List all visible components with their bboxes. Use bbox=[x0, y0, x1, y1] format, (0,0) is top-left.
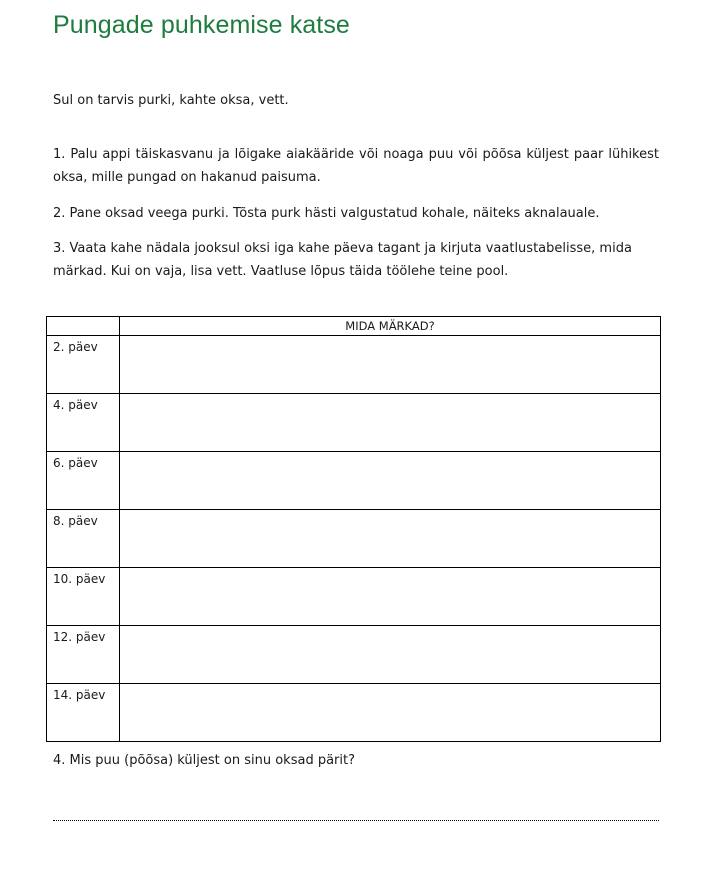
observation-cell[interactable] bbox=[120, 626, 661, 684]
table-row bbox=[47, 510, 661, 568]
observation-column-header: MIDA MÄRKAD? bbox=[120, 317, 661, 336]
day-label: 2. päev bbox=[47, 336, 120, 394]
table-row bbox=[47, 394, 661, 452]
table-header-row bbox=[47, 317, 661, 336]
table-row bbox=[47, 568, 661, 626]
page-title: Pungade puhkemise katse bbox=[53, 11, 350, 39]
materials-text: Sul on tarvis purki, kahte oksa, vett. bbox=[53, 93, 289, 108]
observation-cell[interactable] bbox=[120, 336, 661, 394]
header-blank-cell bbox=[47, 317, 120, 336]
day-label: 6. päev bbox=[47, 452, 120, 510]
day-label: 12. päev bbox=[47, 626, 120, 684]
step-3-text: 3. Vaata kahe nädala jooksul oksi iga kahe päeva tagant ja kirjuta vaatlustabelisse, mida märkad. Kui on vaja, lisa vett. Vaatluse lõpus täida töölehe teine pool. bbox=[53, 241, 632, 279]
day-label: 4. päev bbox=[47, 394, 120, 452]
observation-cell[interactable] bbox=[120, 394, 661, 452]
answer-line[interactable] bbox=[53, 820, 659, 821]
observation-cell[interactable] bbox=[120, 452, 661, 510]
day-label: 14. päev bbox=[47, 684, 120, 742]
observation-cell[interactable] bbox=[120, 568, 661, 626]
step-1-text: 1. Palu appi täiskasvanu ja lõigake aiakääride või noaga puu või põõsa küljest paar lühikest oksa, mille pungad on hakanud paisuma. bbox=[53, 147, 659, 185]
day-label: 8. päev bbox=[47, 510, 120, 568]
table-row bbox=[47, 684, 661, 742]
observation-cell[interactable] bbox=[120, 510, 661, 568]
table-row bbox=[47, 452, 661, 510]
table-row bbox=[47, 336, 661, 394]
observation-table bbox=[46, 316, 661, 742]
day-label: 10. päev bbox=[47, 568, 120, 626]
observation-cell[interactable] bbox=[120, 684, 661, 742]
step-2-text: 2. Pane oksad veega purki. Tõsta purk hästi valgustatud kohale, näiteks aknalauale. bbox=[53, 206, 600, 221]
table-row bbox=[47, 626, 661, 684]
step-4-question: 4. Mis puu (põõsa) küljest on sinu oksad pärit? bbox=[53, 753, 355, 768]
